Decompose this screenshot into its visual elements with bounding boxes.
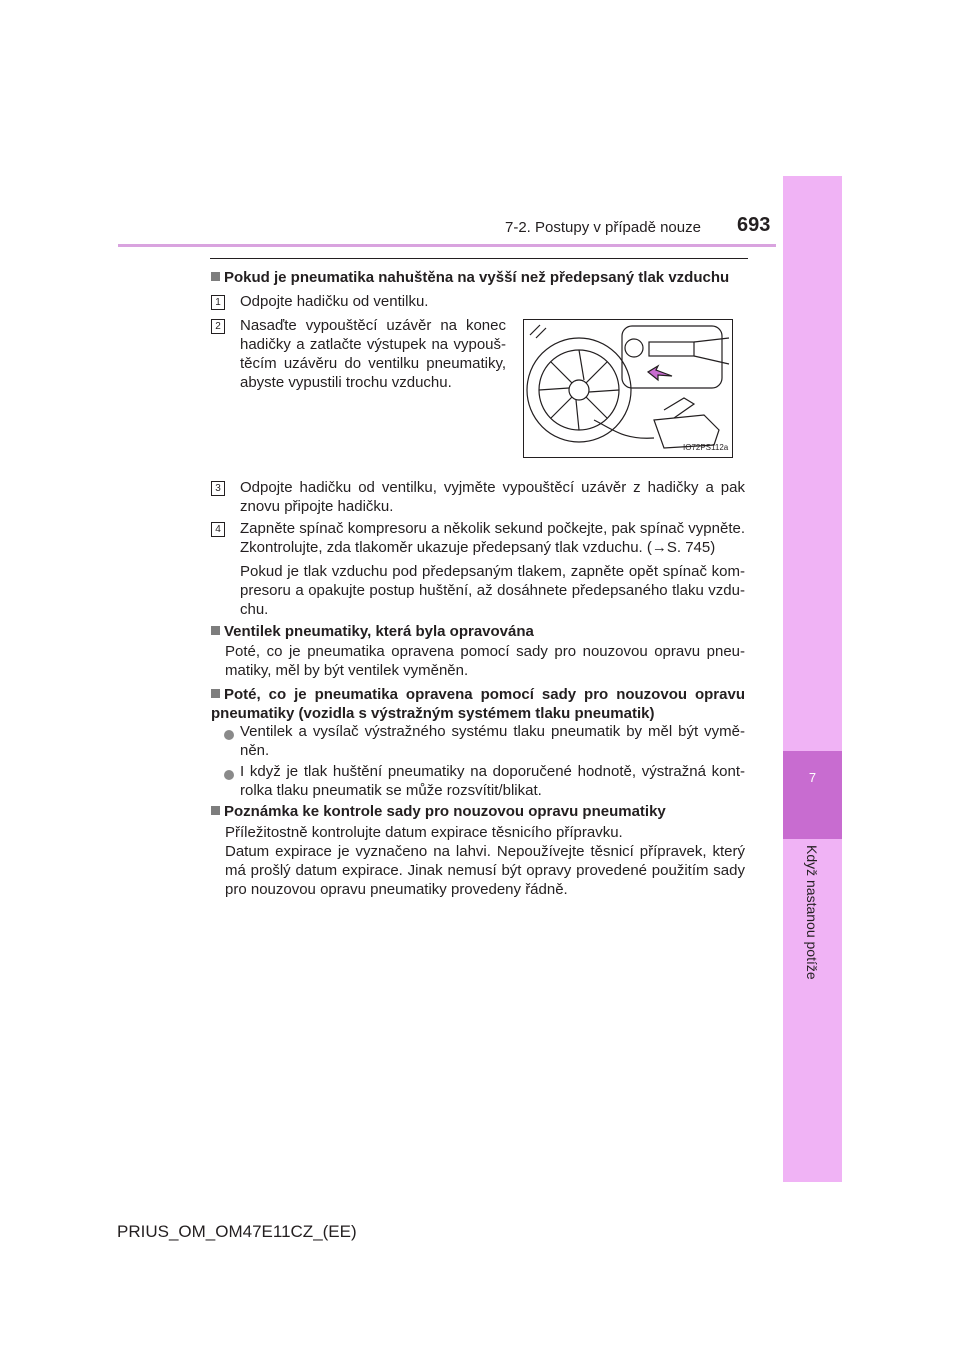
chapter-side-tab — [783, 176, 842, 1182]
bullet-dot-icon — [224, 727, 234, 745]
bullet-text: Ventilek a vysílač výstražného systému tlaku pneumatik by měl být vymě-něn. — [240, 723, 745, 759]
figure-id: IO72PS112a — [683, 443, 729, 452]
chapter-number: 7 — [808, 770, 817, 785]
section-title: Poznámka ke kontrole sady pro nouzovou opravu pneumatiky — [224, 803, 666, 820]
section-body: Poté, co je pneumatika opravena pomocí sady pro nouzovou opravu pneu-matiky, měl by být ventilek vyměněn. — [225, 643, 745, 679]
chapter-marker — [783, 751, 842, 839]
section-heading — [211, 685, 745, 723]
square-bullet-icon — [211, 689, 220, 698]
section-body-line: Datum expirace je vyznačeno na lahvi. Nepoužívejte těsnicí přípravek, který má prošlý datum expirace. Jinak nemusí být opravy provedené použitím sady pro nouzovou opravu pneumatiky provedeny řádně. — [225, 843, 745, 898]
step-text: Odpojte hadičku od ventilku. — [240, 293, 429, 310]
step-number: 3 — [211, 481, 225, 496]
step-number: 2 — [211, 319, 225, 334]
running-header-section: 7-2. Postupy v případě nouze — [505, 219, 701, 236]
chapter-title: Když nastanou potíže — [804, 845, 820, 980]
section-heading — [211, 622, 751, 641]
document-footer: PRIUS_OM_OM47E11CZ_(EE) — [117, 1222, 357, 1241]
section-title: Ventilek pneumatiky, která byla opravována — [224, 623, 534, 640]
header-rule — [118, 244, 776, 247]
step-text: Nasaďte vypouštěcí uzávěr na konec hadičky a zatlačte výstupek na vypouš-těcím uzávěru do ventilku pneumatiky, abyste vypustili trochu vzduchu. — [240, 317, 506, 391]
step-number: 1 — [211, 295, 225, 310]
section-body-line: Příležitostně kontrolujte datum expirace těsnicího přípravku. — [225, 824, 623, 841]
square-bullet-icon — [211, 272, 220, 281]
section-heading — [211, 802, 751, 821]
content-top-rule — [210, 258, 748, 259]
step-text: Zapněte spínač kompresoru a několik sekund počkejte, pak spínač vypněte. Zkontrolujte, zda tlakoměr ukazuje předepsaný tlak vzduchu. (→S. 745) — [240, 520, 745, 556]
square-bullet-icon — [211, 806, 220, 815]
tire-deflation-figure — [523, 319, 733, 458]
bullet-dot-icon — [224, 767, 234, 785]
step-note: Pokud je tlak vzduchu pod předepsaným tlakem, zapněte opět spínač kom-presoru a opakujte postup huštění, až dosáhnete předepsaného tlaku vzdu-chu. — [240, 563, 745, 618]
section-title: Pokud je pneumatika nahuštěna na vyšší než předepsaný tlak vzduchu — [224, 269, 730, 286]
step-number: 4 — [211, 522, 225, 537]
page-number: 693 — [737, 214, 771, 236]
section-title: Poté, co je pneumatika opravena pomocí sady pro nouzovou opravu pneumatiky (vozidla s výstražným systémem tlaku pneumatik) — [211, 686, 745, 722]
square-bullet-icon — [211, 626, 220, 635]
tire-deflation-illustration-icon — [524, 320, 732, 457]
step-text: Odpojte hadičku od ventilku, vyjměte vypouštěcí uzávěr z hadičky a pak znovu připojte hadičku. — [240, 479, 745, 515]
bullet-text: I když je tlak huštění pneumatiky na doporučené hodnotě, výstražná kont-rolka tlaku pneumatik se může rozsvítit/blikat. — [240, 763, 745, 799]
section-heading — [211, 268, 751, 287]
